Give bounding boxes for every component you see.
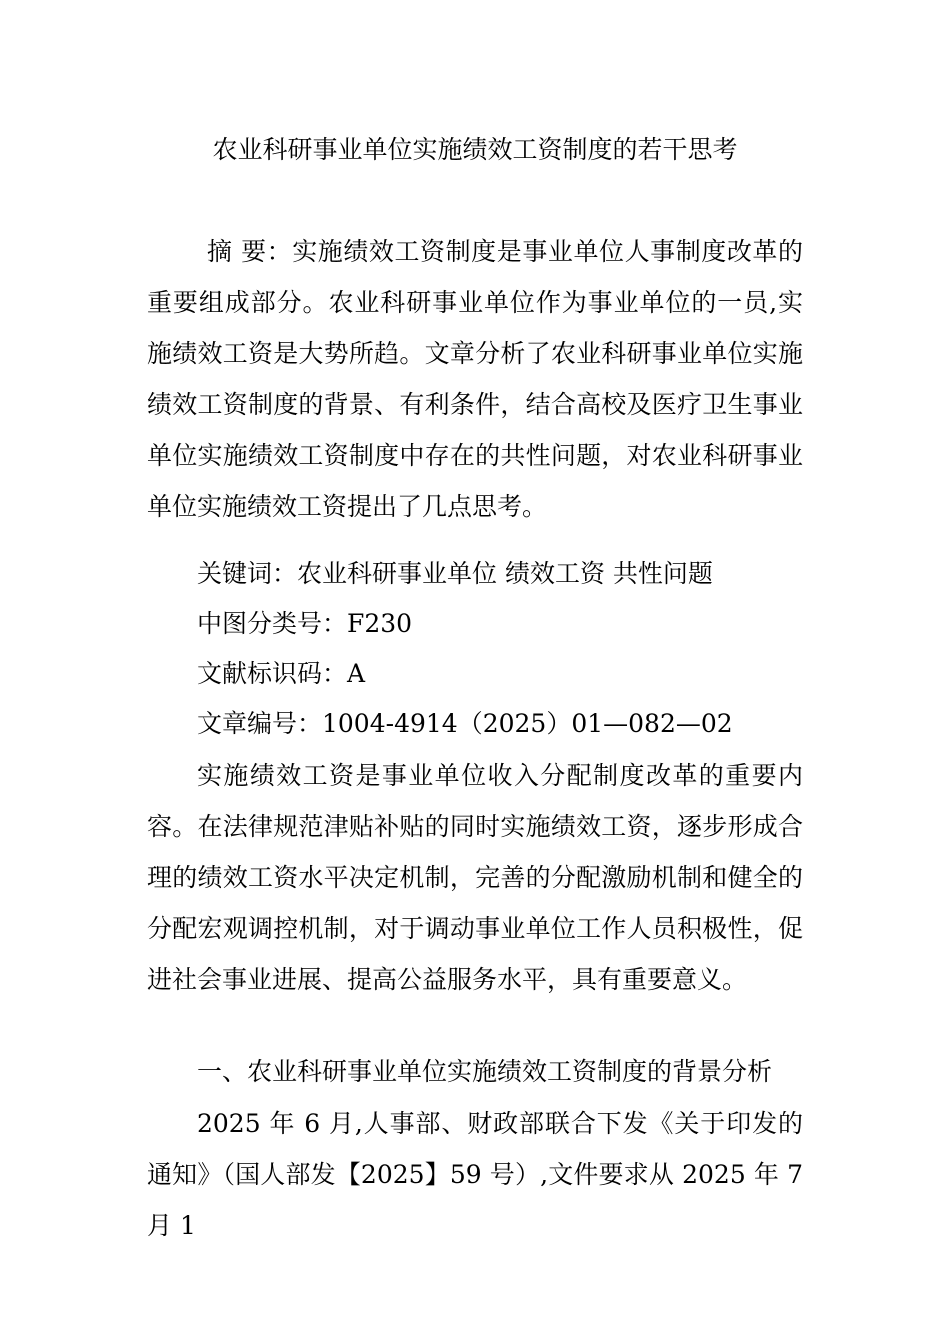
body-paragraph-2: 2025 年 6 月,人事部、财政部联合下发《关于印发的通知》（国人部发【2025】59 号）,文件要求从 2025 年 7 月 1 bbox=[147, 1109, 803, 1240]
section-heading-1: 一、农业科研事业单位实施绩效工资制度的背景分析 bbox=[197, 1057, 773, 1086]
classification-number-line: 中图分类号：F230 bbox=[197, 609, 413, 638]
body-paragraph-1: 实施绩效工资是事业单位收入分配制度改革的重要内容。在法律规范津贴补贴的同时实施绩效工资，逐步形成合理的绩效工资水平决定机制，完善的分配激励机制和健全的分配宏观调控机制，对于调动事业单位工作人员积极性，促进社会事业进展、提高公益服务水平，具有重要意义。 bbox=[147, 761, 803, 994]
keywords-line: 关键词：农业科研事业单位 绩效工资 共性问题 bbox=[197, 559, 713, 588]
document-title: 农业科研事业单位实施绩效工资制度的若干思考 bbox=[212, 135, 738, 164]
document-code-line: 文献标识码：A bbox=[197, 659, 366, 688]
article-number-line: 文章编号：1004-4914（2025）01—082—02 bbox=[197, 709, 733, 738]
abstract-paragraph: 摘 要：实施绩效工资制度是事业单位人事制度改革的重要组成部分。农业科研事业单位作为事业单位的一员,实施绩效工资是大势所趋。文章分析了农业科研事业单位实施绩效工资制度的背景、有利条件，结合高校及医疗卫生事业单位实施绩效工资制度中存在的共性问题，对农业科研事业单位实施绩效工资提出了几点思考。 bbox=[147, 237, 803, 521]
